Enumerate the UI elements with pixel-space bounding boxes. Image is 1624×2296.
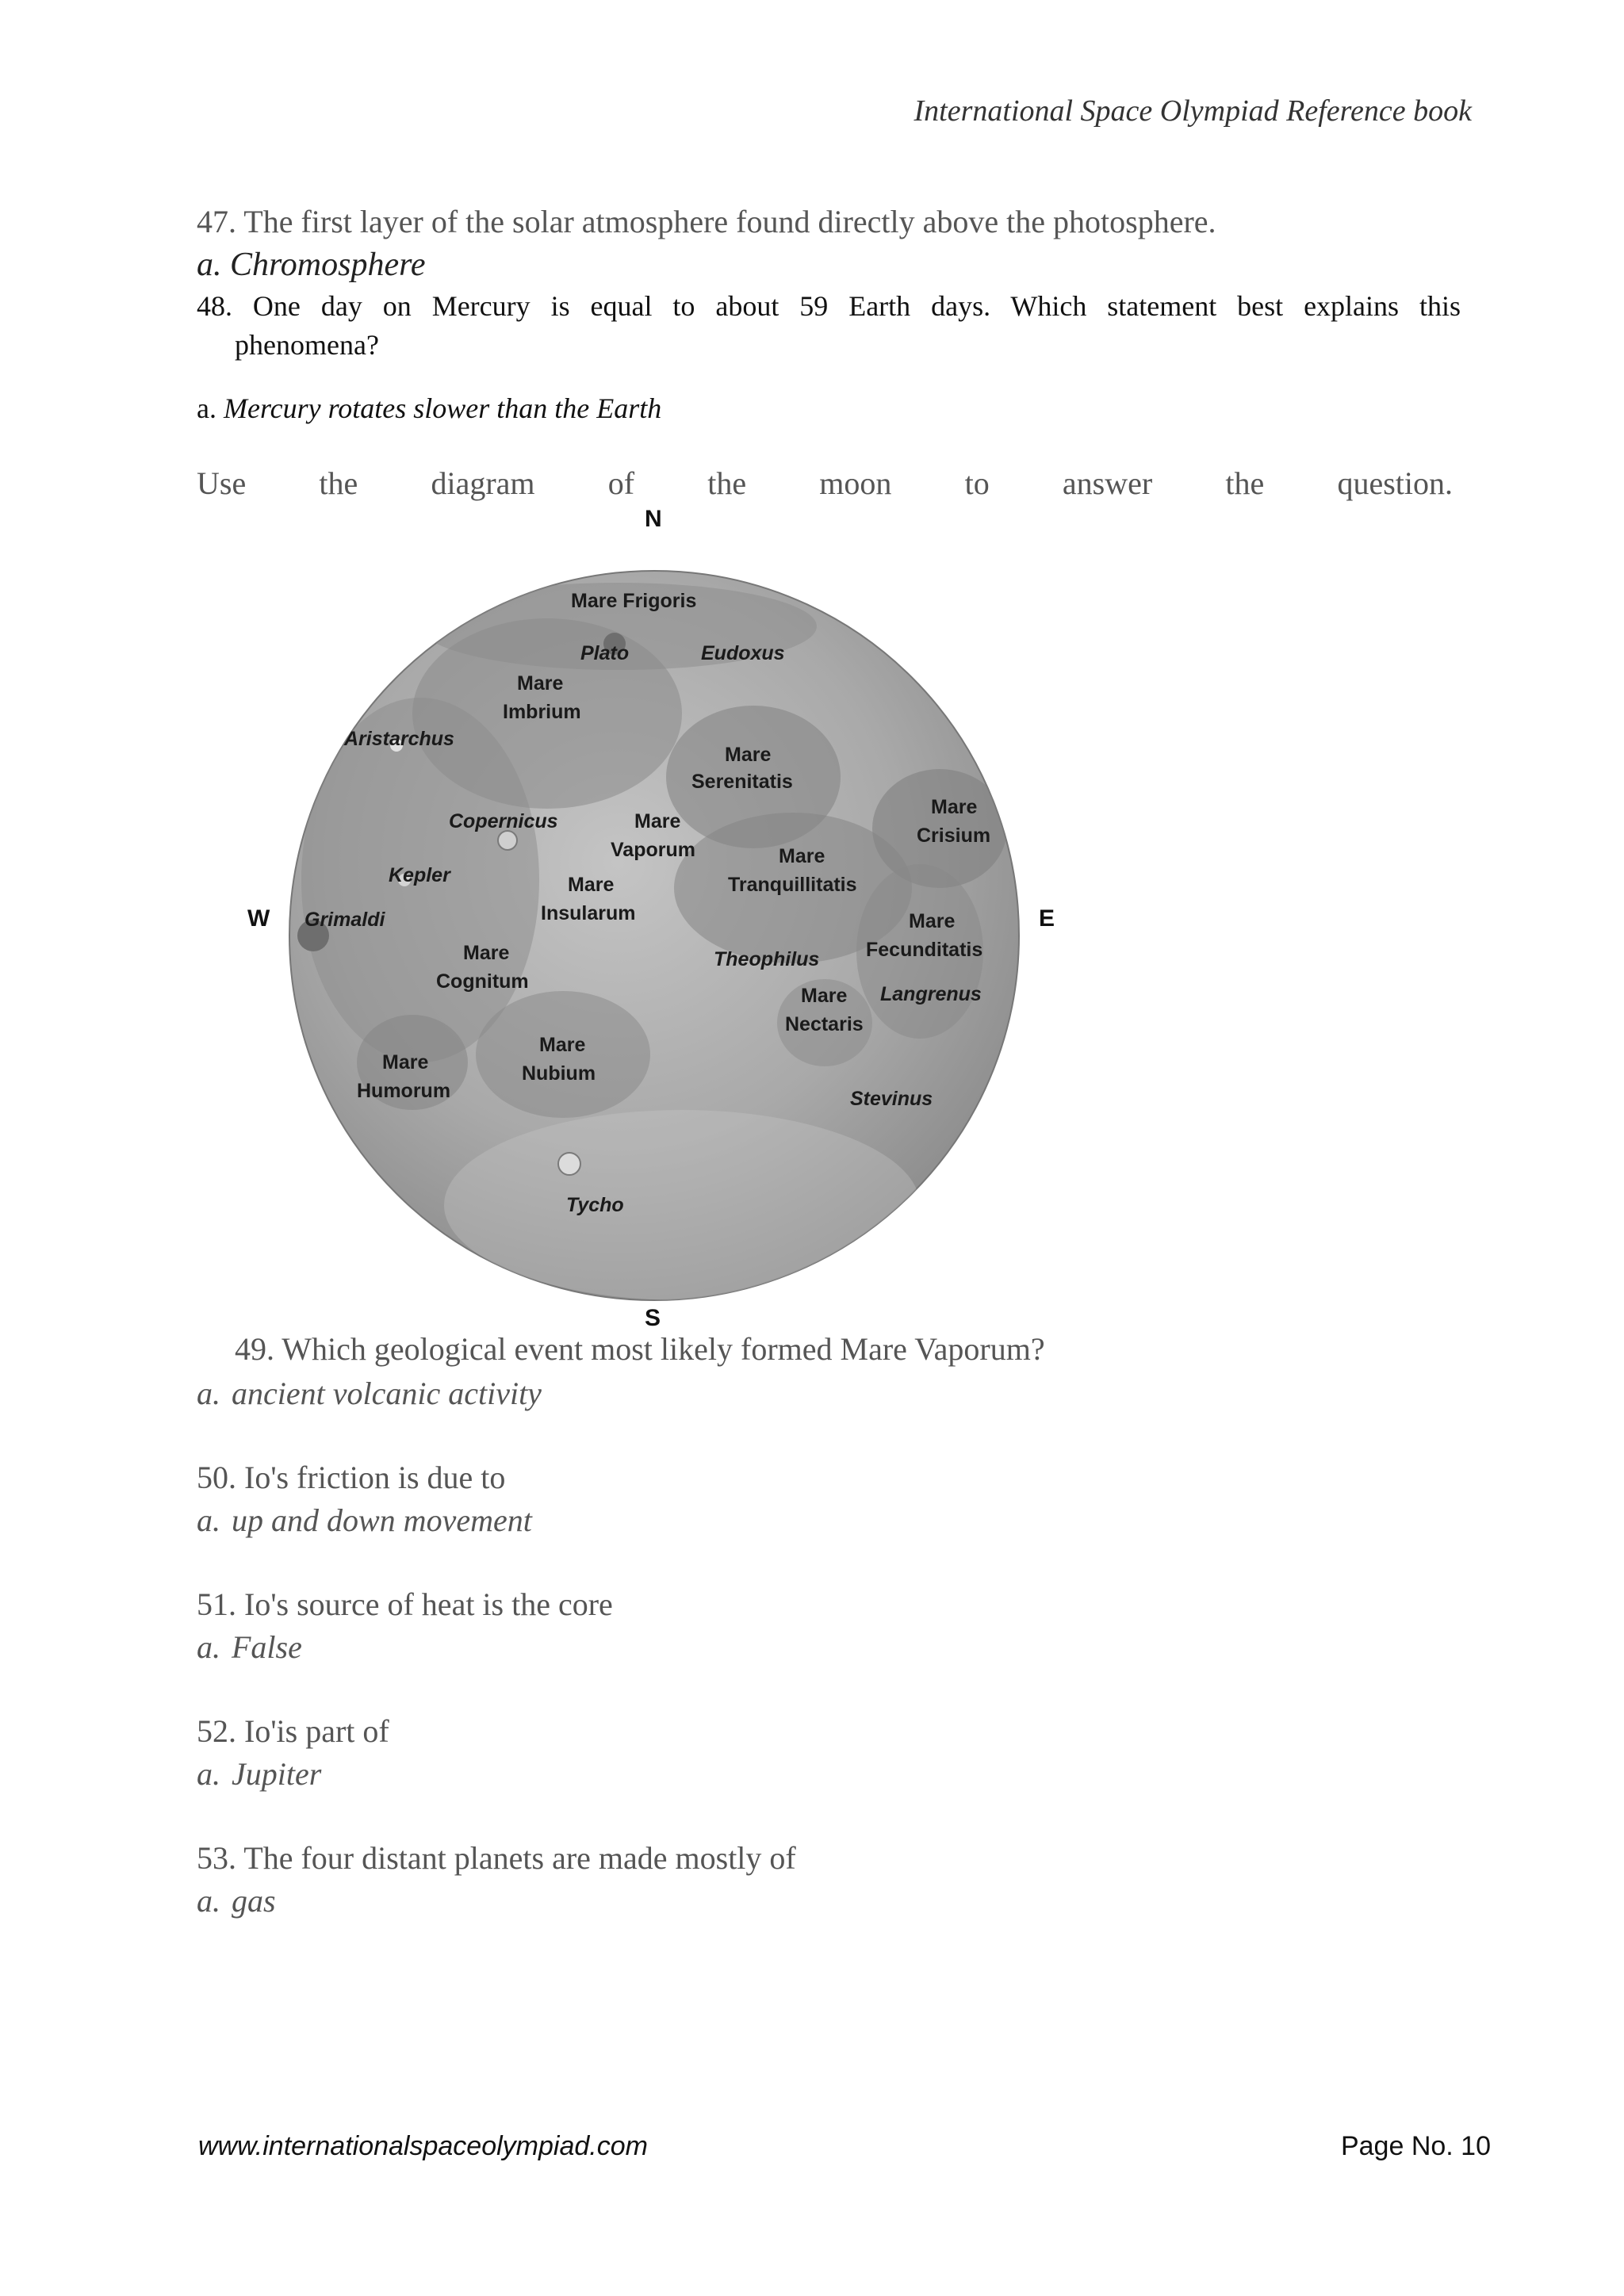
west-label: W bbox=[247, 905, 270, 932]
label-mare-crisium-1: Mare bbox=[931, 796, 978, 818]
label-mare-nubium-1: Mare bbox=[539, 1034, 586, 1056]
answer-50 bbox=[197, 1502, 532, 1539]
label-langrenus: Langrenus bbox=[880, 983, 982, 1005]
instruction-word: of bbox=[607, 465, 635, 501]
label-grimaldi: Grimaldi bbox=[304, 909, 385, 931]
answer-48-letter: a. bbox=[197, 392, 216, 424]
answer-47: a. Chromosphere bbox=[197, 247, 426, 283]
answer-50-letter: a. bbox=[197, 1502, 220, 1538]
header-title: International Space Olympiad Reference book bbox=[914, 94, 1472, 128]
instruction-word: diagram bbox=[431, 465, 535, 501]
answer-53-text: gas bbox=[232, 1883, 276, 1919]
label-mare-frigoris: Mare Frigoris bbox=[571, 590, 697, 612]
answer-52 bbox=[197, 1755, 321, 1793]
east-label: E bbox=[1039, 905, 1055, 932]
label-mare-serenitatis-1: Mare bbox=[725, 744, 772, 766]
question-47: 47. The first layer of the solar atmosphere found directly above the photosphere. bbox=[197, 204, 1216, 239]
label-mare-imbrium-1: Mare bbox=[517, 672, 564, 695]
label-aristarchus: Aristarchus bbox=[344, 728, 454, 750]
answer-51 bbox=[197, 1628, 302, 1666]
page-number: Page No. 10 bbox=[1340, 2131, 1491, 2161]
label-stevinus: Stevinus bbox=[850, 1088, 933, 1110]
question-48-line1: 48. One day on Mercury is equal to about 59 Earth days. Which statement best explains this bbox=[197, 290, 1461, 322]
answer-53 bbox=[197, 1882, 276, 1919]
question-53: 53. The four distant planets are made mostly of bbox=[197, 1840, 796, 1876]
label-eudoxus: Eudoxus bbox=[701, 642, 785, 664]
instruction-word: the bbox=[319, 465, 358, 501]
label-plato: Plato bbox=[580, 642, 630, 664]
footer-url[interactable]: www.internationalspaceolympiad.com bbox=[198, 2131, 648, 2161]
answer-50-text: up and down movement bbox=[232, 1502, 532, 1538]
label-mare-insularum-2: Insularum bbox=[541, 902, 636, 924]
question-50: 50. Io's friction is due to bbox=[197, 1460, 506, 1495]
moon-diagram-svg bbox=[238, 507, 1071, 1332]
question-49: 49. Which geological event most likely formed Mare Vaporum? bbox=[235, 1331, 1045, 1367]
answer-48-text: Mercury rotates slower than the Earth bbox=[223, 392, 662, 424]
instruction-word: question. bbox=[1337, 465, 1453, 501]
label-mare-humorum-2: Humorum bbox=[357, 1080, 451, 1102]
label-mare-imbrium-2: Imbrium bbox=[503, 701, 581, 723]
answer-53-letter: a. bbox=[197, 1883, 220, 1919]
instruction-word: to bbox=[964, 465, 990, 501]
label-mare-serenitatis-2: Serenitatis bbox=[691, 771, 793, 793]
label-mare-crisium-2: Crisium bbox=[917, 825, 991, 847]
instruction-word: the bbox=[1225, 465, 1265, 501]
answer-51-letter: a. bbox=[197, 1629, 220, 1665]
tycho-crater bbox=[558, 1153, 580, 1175]
label-theophilus: Theophilus bbox=[714, 948, 820, 970]
answer-49 bbox=[197, 1375, 542, 1412]
label-mare-cognitum-2: Cognitum bbox=[436, 970, 529, 993]
label-mare-tranquillitatis-2: Tranquillitatis bbox=[728, 874, 857, 896]
south-label: S bbox=[645, 1305, 661, 1331]
question-51: 51. Io's source of heat is the core bbox=[197, 1586, 613, 1622]
label-mare-tranquillitatis-1: Mare bbox=[779, 845, 825, 867]
label-mare-insularum-1: Mare bbox=[568, 874, 615, 896]
label-mare-humorum-1: Mare bbox=[382, 1051, 429, 1073]
answer-49-letter: a. bbox=[197, 1376, 220, 1411]
label-kepler: Kepler bbox=[389, 864, 450, 886]
answer-52-text: Jupiter bbox=[232, 1756, 322, 1792]
answer-52-letter: a. bbox=[197, 1756, 220, 1792]
instruction-word: Use bbox=[197, 465, 247, 501]
label-copernicus: Copernicus bbox=[449, 810, 558, 832]
southern-highlands bbox=[444, 1110, 920, 1300]
answer-49-text: ancient volcanic activity bbox=[232, 1376, 542, 1411]
instruction-word: moon bbox=[819, 465, 892, 501]
copernicus-crater bbox=[498, 831, 517, 850]
label-mare-fecunditatis-1: Mare bbox=[909, 910, 956, 932]
question-48-line2: phenomena? bbox=[235, 329, 379, 361]
answer-48 bbox=[197, 392, 661, 425]
instruction-word: answer bbox=[1062, 465, 1153, 501]
moon-diagram bbox=[238, 507, 1071, 1332]
north-label: N bbox=[645, 507, 662, 532]
label-mare-nubium-2: Nubium bbox=[522, 1062, 596, 1085]
label-tycho: Tycho bbox=[566, 1194, 624, 1216]
label-mare-nectaris-1: Mare bbox=[801, 985, 848, 1007]
answer-51-text: False bbox=[232, 1629, 302, 1665]
label-mare-nectaris-2: Nectaris bbox=[785, 1013, 864, 1035]
label-mare-vaporum-1: Mare bbox=[634, 810, 681, 832]
label-mare-fecunditatis-2: Fecunditatis bbox=[866, 939, 983, 961]
question-52: 52. Io'is part of bbox=[197, 1713, 389, 1749]
diagram-instruction bbox=[197, 465, 1453, 502]
label-mare-cognitum-1: Mare bbox=[463, 942, 510, 964]
instruction-word: the bbox=[707, 465, 747, 501]
label-mare-vaporum-2: Vaporum bbox=[611, 839, 695, 861]
